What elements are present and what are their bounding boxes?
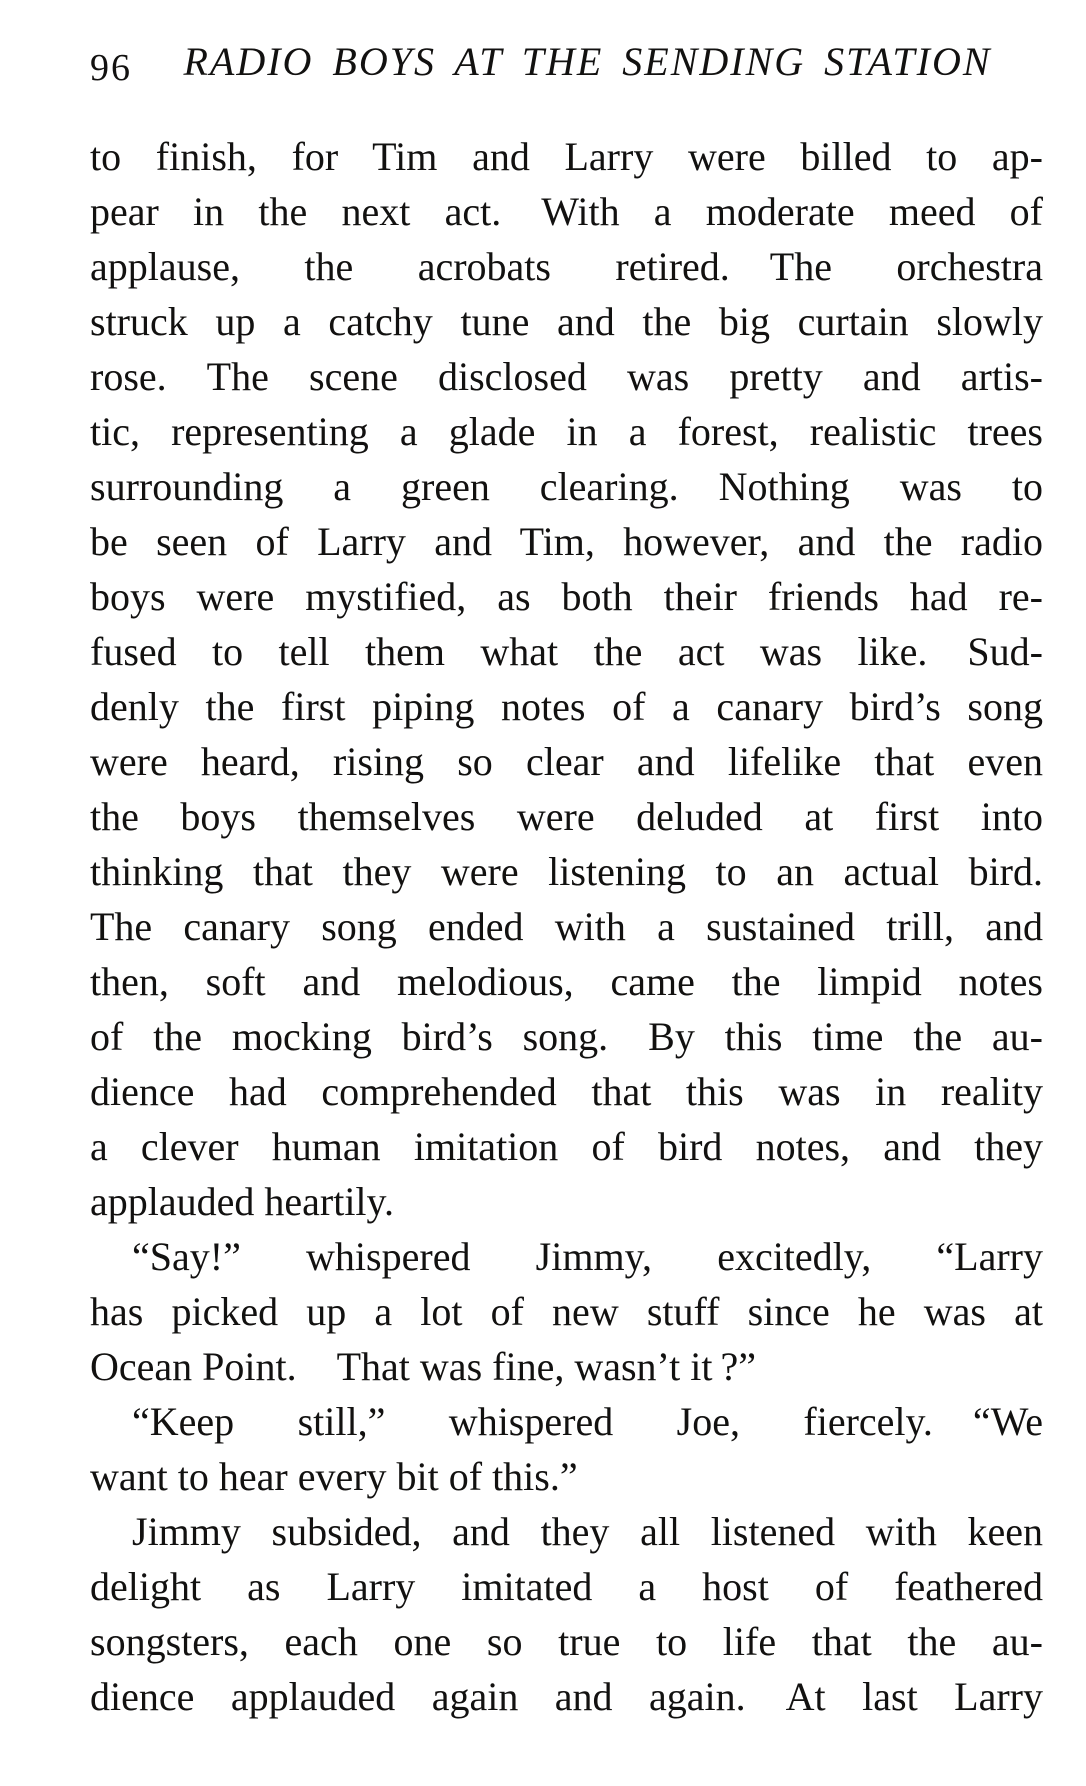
text-line: a clever human imitation of bird notes, and they bbox=[90, 1124, 1043, 1169]
text-line: pear in the next act. With a moderate meed of bbox=[90, 189, 1043, 234]
page-body bbox=[90, 129, 1043, 1724]
text-line: “Keep still,” whispered Joe, fiercely. “We bbox=[132, 1399, 1043, 1444]
text-line: The canary song ended with a sustained trill, and bbox=[90, 904, 1043, 949]
text-line: denly the first piping notes of a canary bird’s song bbox=[90, 684, 1043, 729]
text-line: boys were mystified, as both their friends had re- bbox=[90, 574, 1043, 619]
text-line: of the mocking bird’s song. By this time the au- bbox=[90, 1014, 1043, 1059]
text-line: thinking that they were listening to an actual bird. bbox=[90, 849, 1043, 894]
text-line: were heard, rising so clear and lifelike that even bbox=[90, 739, 1043, 784]
text-line: Ocean Point. That was fine, wasn’t it ?” bbox=[90, 1344, 756, 1389]
page-header bbox=[90, 38, 1043, 89]
text-line: surrounding a green clearing. Nothing was to bbox=[90, 464, 1043, 509]
text-line: struck up a catchy tune and the big curtain slowly bbox=[90, 299, 1043, 344]
text-line: delight as Larry imitated a host of feathered bbox=[90, 1564, 1043, 1609]
text-line: fused to tell them what the act was like. Sud- bbox=[90, 629, 1043, 674]
text-line: applauded heartily. bbox=[90, 1179, 394, 1224]
text-line: then, soft and melodious, came the limpid notes bbox=[90, 959, 1043, 1004]
text-line: want to hear every bit of this.” bbox=[90, 1454, 578, 1499]
text-line: has picked up a lot of new stuff since he was at bbox=[90, 1289, 1043, 1334]
text-line: rose. The scene disclosed was pretty and artis- bbox=[90, 354, 1043, 399]
text-line: dience applauded again and again. At last Larry bbox=[90, 1674, 1043, 1719]
text-line: Jimmy subsided, and they all listened with keen bbox=[132, 1509, 1043, 1554]
text-line: dience had comprehended that this was in reality bbox=[90, 1069, 1043, 1114]
page-number: 96 bbox=[90, 47, 132, 89]
text-line: the boys themselves were deluded at first into bbox=[90, 794, 1043, 839]
text-line: “Say!” whispered Jimmy, excitedly, “Larry bbox=[132, 1234, 1043, 1279]
text-line: applause, the acrobats retired. The orchestra bbox=[90, 244, 1043, 289]
running-title: RADIO BOYS AT THE SENDING STATION bbox=[183, 39, 992, 84]
text-line: songsters, each one so true to life that the au- bbox=[90, 1619, 1043, 1664]
text-line: tic, representing a glade in a forest, realistic trees bbox=[90, 409, 1043, 454]
text-line: be seen of Larry and Tim, however, and the radio bbox=[90, 519, 1043, 564]
text-line: to finish, for Tim and Larry were billed to ap- bbox=[90, 134, 1043, 179]
